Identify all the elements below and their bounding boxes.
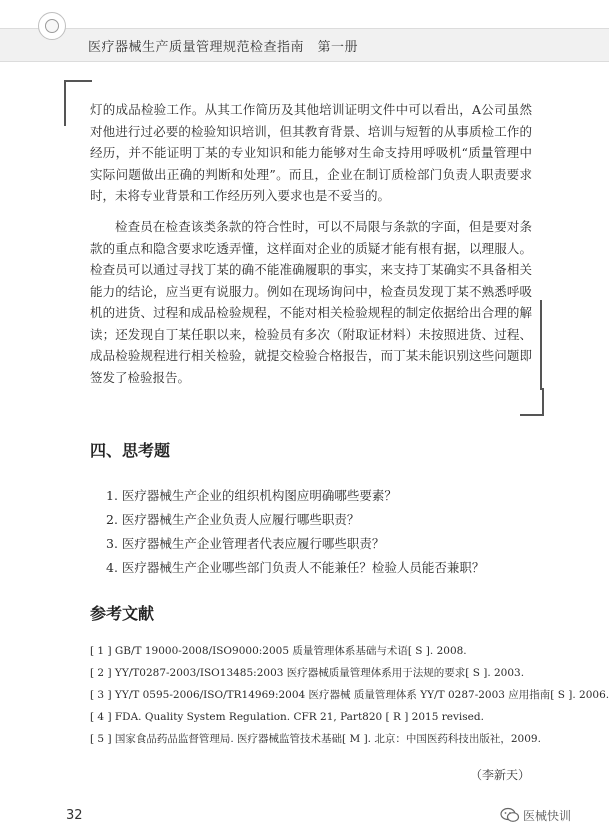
reference-item: [ 4 ] FDA. Quality System Regulation. CFR 21, Part820 [ R ] 2015 revised.: [90, 711, 484, 723]
page-number: 32: [66, 808, 83, 823]
author-signature: （李新天）: [470, 768, 531, 782]
bracket-line-right: [540, 300, 542, 390]
reference-item: [ 2 ] YY/T0287-2003/ISO13485:2003 医疗器械质量管理体系用于法规的要求[ S ]. 2003.: [90, 667, 525, 679]
running-header-title: 医疗器械生产质量管理规范检查指南 第一册: [88, 40, 359, 55]
question-item: 2. 医疗器械生产企业负责人应履行哪些职责？: [106, 512, 360, 527]
watermark-text: 医械快训: [523, 808, 572, 823]
question-item: 3. 医疗器械生产企业管理者代表应履行哪些职责？: [106, 536, 385, 551]
question-item: 1. 医疗器械生产企业的组织机构图应明确哪些要素？: [106, 488, 397, 503]
case-paragraph-2: 检查员在检查该类条款的符合性时，可以不局限与条款的字面，但是要对条款的重点和隐含要求吃透弄懂，这样面对企业的质疑才能有根有据，以理服人。检查员可以通过寻找丁某的确不能准确履职的事实，来支持丁某确实不具备相关能力的结论，应当更有说服力。例如在现场询问中，检查员发现丁某不熟悉呼吸机的进货、过程和成品检验规程，不能对相关检验规程的制定依据给出合理的解读；还发现自丁某任职以来，检验员有多次（附取证材料）未按照进货、过程、成品检验规程进行相关检验，就提交检验合格报告，而丁某未能识别这些问题即签发了检验报告。: [90, 219, 532, 385]
case-paragraph-1: 灯的成品检验工作。从其工作简历及其他培训证明文件中可以看出，A公司虽然对他进行过必要的检验知识培训，但其教育背景、培训与短暂的从事质检工作的经历，并不能证明丁某的专业知识和能力能够对生命支持用呼吸机“质量管理中实际问题做出正确的判断和处理”。而且，企业在制订质检部门负责人职责要求时，未将专业背景和工作经历列入要求也是不妥当的。: [90, 102, 532, 203]
corner-bracket-bottom-right: [520, 388, 544, 416]
corner-bracket-top-left: [64, 80, 92, 98]
header-circle-inner-decoration: [45, 19, 59, 33]
reference-item: [ 3 ] YY/T 0595-2006/ISO/TR14969:2004 医疗器械 质量管理体系 YY/T 0287-2003 应用指南[ S ]. 2006.: [90, 689, 609, 701]
reference-item: [ 1 ] GB/T 19000-2008/ISO9000:2005 质量管理体系基础与术语[ S ]. 2008.: [90, 645, 467, 657]
wechat-icon: [500, 807, 520, 823]
question-item: 4. 医疗器械生产企业哪些部门负责人不能兼任？检验人员能否兼职？: [106, 560, 485, 575]
reference-item: [ 5 ] 国家食品药品监督管理局. 医疗器械监管技术基础[ M ]. 北京：中国医药科技出版社，2009.: [90, 733, 541, 745]
bracket-line-left: [64, 96, 66, 126]
reference-list: [90, 640, 609, 750]
section-title: 四、思考题: [90, 441, 171, 460]
question-list: [106, 484, 484, 580]
watermark: [500, 805, 571, 825]
references-title: 参考文献: [90, 604, 155, 623]
